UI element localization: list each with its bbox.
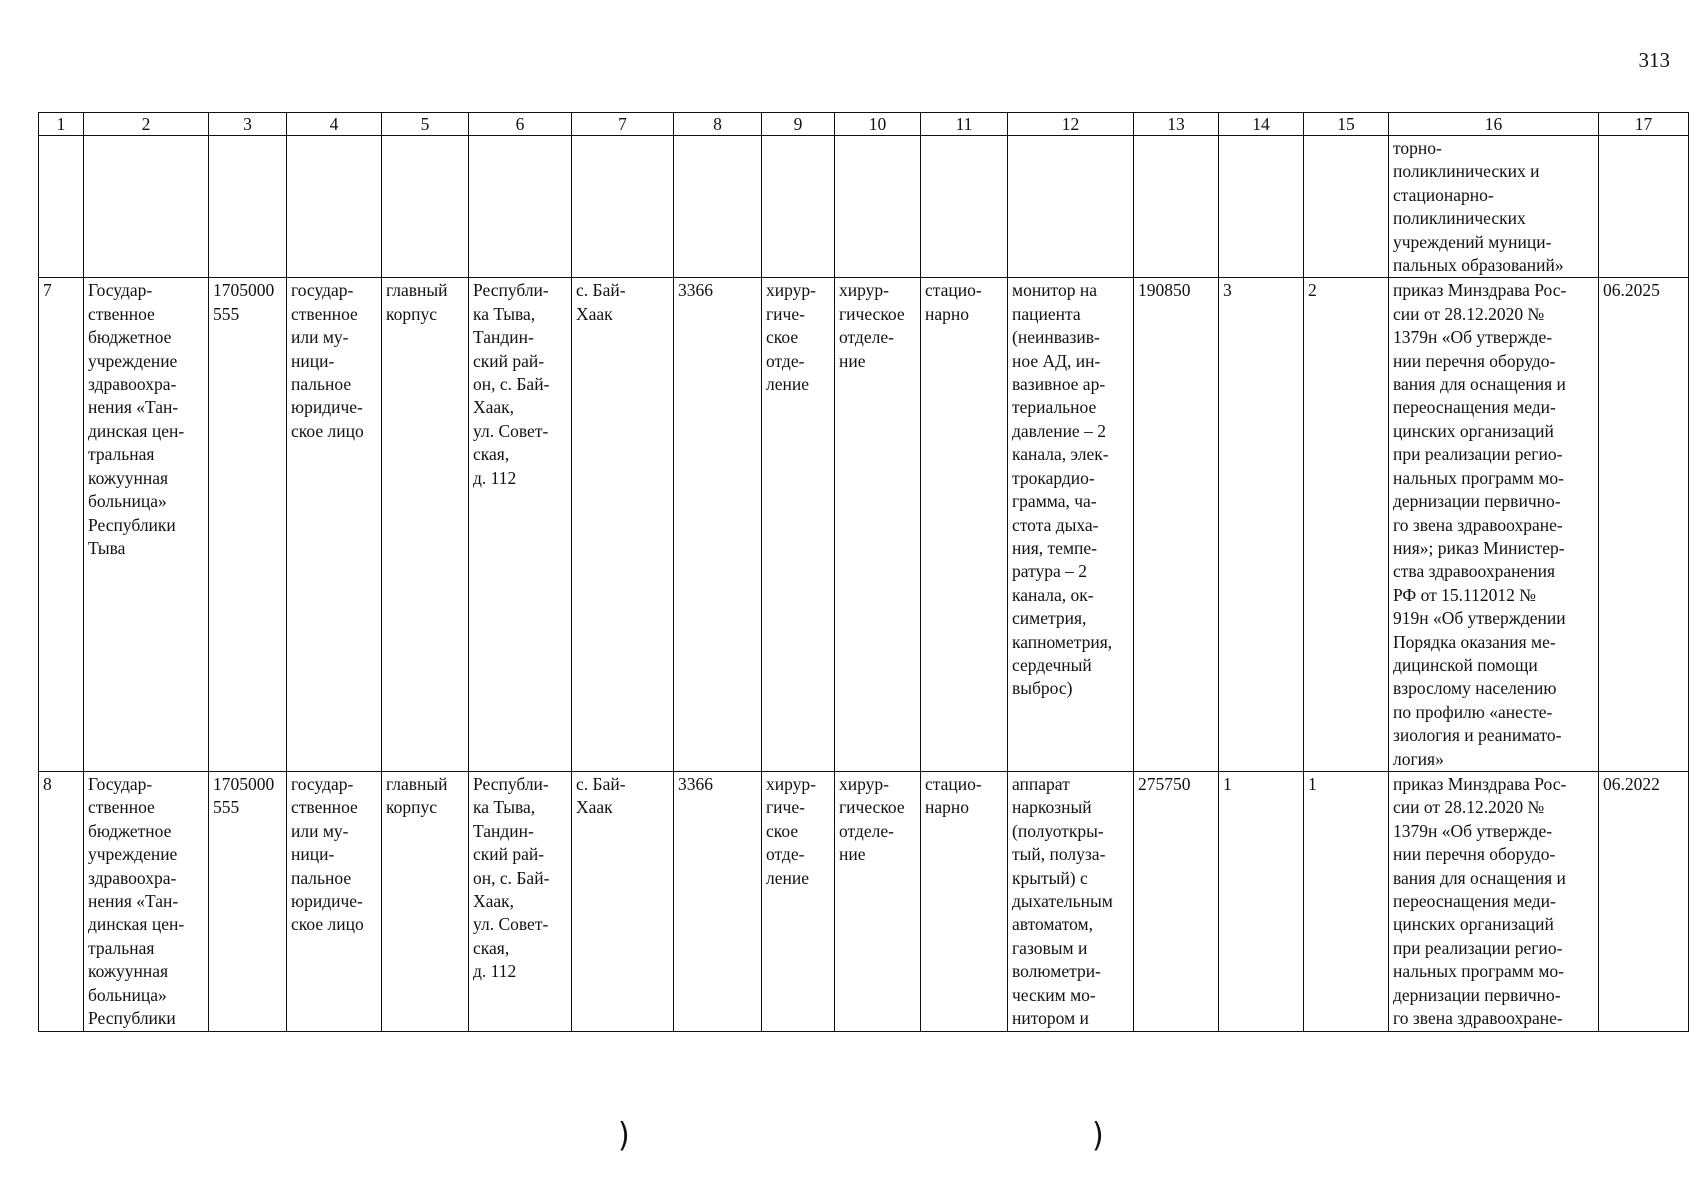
care-type-cell: стацио- нарно (921, 771, 1008, 1031)
legal-basis-cell: приказ Минздрава Рос- сии от 28.12.2020 № 1379н «Об утвержде- нии перечня оборудо- вания для оснащения и переоснащения меди- цинских организаций при реализации регио- нальных программ мо- дернизации первично- го звена здравоохране- (1389, 771, 1599, 1031)
equipment-code-cell: 275750 (1134, 771, 1219, 1031)
quantity-cell: 2 (1304, 278, 1389, 772)
punch-hole-mark: ) (1092, 1116, 1104, 1155)
column-header: 12 (1008, 113, 1134, 136)
table-row (39, 771, 1689, 1031)
date-cell: 06.2025 (1599, 278, 1689, 772)
unit-cell: хирур- гическое отделе- ние (835, 278, 921, 772)
table-cell (762, 136, 835, 278)
table-cell (1599, 136, 1689, 278)
department-cell: хирур- гиче- ское отде- ление (762, 278, 835, 772)
address-cell: Республи- ка Тыва, Тандин- ский рай- он, с. Бай- Хаак, ул. Совет- ская, д. 112 (469, 278, 572, 772)
column-header: 11 (921, 113, 1008, 136)
column-header: 1 (39, 113, 84, 136)
unit-cell: хирур- гическое отделе- ние (835, 771, 921, 1031)
continuation-row (39, 136, 1689, 278)
table-cell (572, 136, 674, 278)
page-number: 313 (1638, 48, 1670, 72)
table-cell (835, 136, 921, 278)
punch-hole-mark: ) (618, 1116, 630, 1155)
table-cell (287, 136, 382, 278)
code-cell: 1705000 555 (209, 771, 287, 1031)
column-header: 2 (84, 113, 209, 136)
care-type-cell: стацио- нарно (921, 278, 1008, 772)
equipment-cell: аппарат наркозный (полуоткры- тый, полуза- крытый) с дыхательным автоматом, газовым и волюметри- ческим мо- нитором и (1008, 771, 1134, 1031)
column-header: 4 (287, 113, 382, 136)
column-header: 16 (1389, 113, 1599, 136)
building-cell: главный корпус (382, 278, 469, 772)
organization-name-cell: Государ- ственное бюджетное учреждение здравоохра- нения «Тан- динская цен- тральная кожуунная больница» Республики (84, 771, 209, 1031)
column-header: 15 (1304, 113, 1389, 136)
equipment-cell: монитор на пациента (неинвазив- ное АД, ин- вазивное ар- териальное давление – 2 канала, элек- трокардио- грамма, ча- стота дыха- ния, темпе- ратура – 2 канала, ок- симетрия, капнометрия, сердечный выброс) (1008, 278, 1134, 772)
number-cell: 3366 (674, 278, 762, 772)
settlement-cell: с. Бай- Хаак (572, 278, 674, 772)
table-cell (469, 136, 572, 278)
table-cell (921, 136, 1008, 278)
settlement-cell: с. Бай- Хаак (572, 771, 674, 1031)
quantity-cell: 1 (1219, 771, 1304, 1031)
row-number-cell: 8 (39, 771, 84, 1031)
table-cell (1219, 136, 1304, 278)
table-cell (209, 136, 287, 278)
quantity-cell: 3 (1219, 278, 1304, 772)
header-row (39, 113, 1689, 136)
column-header: 7 (572, 113, 674, 136)
code-cell: 1705000 555 (209, 278, 287, 772)
date-cell: 06.2022 (1599, 771, 1689, 1031)
column-header: 8 (674, 113, 762, 136)
row-number-cell: 7 (39, 278, 84, 772)
column-header: 17 (1599, 113, 1689, 136)
column-header: 5 (382, 113, 469, 136)
legal-form-cell: государ- ственное или му- ници- пальное юридиче- ское лицо (287, 278, 382, 772)
legal-basis-cell: приказ Минздрава Рос- сии от 28.12.2020 № 1379н «Об утвержде- нии перечня оборудо- вания для оснащения и переоснащения меди- цинских организаций при реализации регио- нальных программ мо- дернизации первично- го звена здравоохране- ния»; риказ Министер- ства здравоохранения РФ от 15.112012 № 919н «Об утверждении Порядка оказания ме- дицинской помощи взрослому населению по профилю «анесте- зиология и реанимато- логия» (1389, 278, 1599, 772)
column-header: 10 (835, 113, 921, 136)
table-cell (1008, 136, 1134, 278)
column-header: 3 (209, 113, 287, 136)
number-cell: 3366 (674, 771, 762, 1031)
equipment-registry-table (38, 112, 1689, 1032)
equipment-code-cell: 190850 (1134, 278, 1219, 772)
table-row (39, 278, 1689, 772)
table-cell (39, 136, 84, 278)
column-header: 9 (762, 113, 835, 136)
legal-basis-cell: торно- поликлинических и стационарно- поликлинических учреждений муници- пальных образований» (1389, 136, 1599, 278)
department-cell: хирур- гиче- ское отде- ление (762, 771, 835, 1031)
column-header: 14 (1219, 113, 1304, 136)
table-cell (674, 136, 762, 278)
organization-name-cell: Государ- ственное бюджетное учреждение здравоохра- нения «Тан- динская цен- тральная кожуунная больница» Республики Тыва (84, 278, 209, 772)
table-cell (1304, 136, 1389, 278)
table-cell (382, 136, 469, 278)
legal-form-cell: государ- ственное или му- ници- пальное юридиче- ское лицо (287, 771, 382, 1031)
quantity-cell: 1 (1304, 771, 1389, 1031)
table-cell (84, 136, 209, 278)
table-cell (1134, 136, 1219, 278)
building-cell: главный корпус (382, 771, 469, 1031)
column-header: 13 (1134, 113, 1219, 136)
column-header: 6 (469, 113, 572, 136)
address-cell: Республи- ка Тыва, Тандин- ский рай- он, с. Бай- Хаак, ул. Совет- ская, д. 112 (469, 771, 572, 1031)
